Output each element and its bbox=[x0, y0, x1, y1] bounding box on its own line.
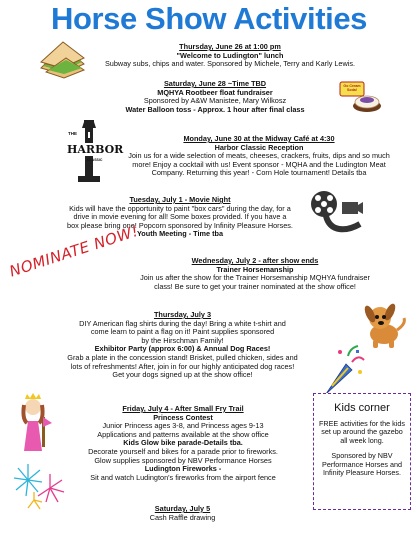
harbor-logo-line1: THE bbox=[68, 131, 77, 136]
section-line: Ludington Fireworks - bbox=[144, 464, 222, 474]
section-date: Wednesday, July 2 - after show ends bbox=[191, 256, 319, 265]
section-line: Glow supplies sponsored by NBV Performance Horses bbox=[94, 455, 272, 465]
section-line: Princess Contest bbox=[153, 412, 213, 422]
section-july-1 bbox=[45, 196, 315, 239]
section-line: Sponsored by A&W Manistee, Mary Wilkosz bbox=[143, 96, 287, 106]
party-horn-icon bbox=[318, 342, 368, 397]
film-reel-icon bbox=[306, 188, 364, 238]
section-date: Saturday, July 5 bbox=[154, 504, 211, 513]
section-line: more! Enjoy a cocktail with us! Event sponsor - MQHA and the Ludington Meat bbox=[132, 159, 386, 169]
section-line: Join us after the show for the Trainer Horsemanship MQHYA fundraiser bbox=[140, 273, 370, 283]
nominate-banner: NOMINATE NOW! bbox=[7, 221, 141, 281]
section-date: Thursday, June 26 at 1:00 pm bbox=[179, 42, 281, 51]
section-line: Decorate yourself and bikes for a parade prior to fireworks. bbox=[88, 446, 278, 456]
section-july-2 bbox=[110, 257, 400, 291]
section-line: Harbor Classic Reception bbox=[214, 142, 304, 152]
section-date: Thursday, July 3 bbox=[153, 310, 212, 319]
section-line: "Welcome to Ludington" lunch bbox=[176, 50, 284, 60]
section-line: box please bring one! Popcorn sponsored by Infinity Pleasure Horses. bbox=[67, 220, 293, 230]
float-badge-text: Go Cream Soda! bbox=[343, 84, 361, 92]
section-line: Sit and watch Ludington's fireworks from the airport fence bbox=[90, 472, 276, 482]
section-date: Monday, June 30 at the Midway Café at 4:30 bbox=[183, 134, 335, 143]
sandwich-icon bbox=[38, 40, 88, 80]
section-line: Trainer Horsemanship bbox=[216, 264, 294, 274]
section-line: Subway subs, chips and water. Sponsored by Michele, Terry and Karly Lewis. bbox=[104, 59, 356, 69]
section-june-26 bbox=[60, 43, 400, 69]
section-line: MQHYA Rootbeer float fundraiser bbox=[157, 87, 273, 97]
section-line: Applications and patterns available at the show office bbox=[97, 429, 269, 439]
section-line: Water Balloon toss - Approx. 1 hour after final class bbox=[125, 104, 305, 114]
section-line: Join us for a wide selection of meats, cheeses, crackers, fruits, dips and so much bbox=[128, 151, 390, 161]
section-line: Cash Raffle drawing bbox=[149, 512, 216, 522]
section-date: Friday, July 4 - After Small Fry Trail bbox=[122, 404, 244, 413]
section-date: Tuesday, July 1 - Movie Night bbox=[129, 195, 231, 204]
kids-corner-paragraph: FREE activities for the kids set up around the gazebo all week long. bbox=[319, 419, 405, 445]
page-title: Horse Show Activities bbox=[50, 1, 368, 36]
section-line: Junior Princess ages 3-8, and Princess ages 9-13 bbox=[102, 421, 264, 431]
section-july-5 bbox=[110, 505, 255, 522]
section-line: by the Hirschman Family! bbox=[141, 335, 224, 345]
section-june-28 bbox=[95, 80, 335, 114]
section-line: Kids Glow bike parade-Details tba. bbox=[123, 438, 243, 448]
section-line: class! Be sure to get your trainer nominated at the show office! bbox=[154, 281, 356, 291]
harbor-logo-line3: CLASSIC bbox=[87, 158, 103, 162]
section-line: Get your dogs signed up at the show office! bbox=[112, 370, 253, 380]
section-line: Youth Meeting - Time tba bbox=[136, 229, 224, 239]
fireworks-icon bbox=[10, 458, 68, 512]
section-line: Kids will have the opportunity to paint "box cars" during the day, for a bbox=[69, 203, 291, 213]
kids-corner-box bbox=[313, 393, 411, 510]
section-july-4 bbox=[58, 405, 308, 482]
section-june-30 bbox=[108, 135, 410, 178]
section-line: Grab a plate in the concession stand! Brisket, pulled chicken, sides and bbox=[67, 352, 298, 362]
section-july-3 bbox=[40, 311, 325, 380]
section-line: drive in movie evening for all! Some boxes provided. If you have a bbox=[73, 212, 287, 222]
section-line: Exhibitor Party (approx 6:00) & Annual Dog Races! bbox=[94, 344, 271, 354]
section-line: lots of refreshments! After, join in for our highly anticipated dog races! bbox=[70, 361, 295, 371]
kids-corner-paragraph: Sponsored by NBV Performance Horses and Infinity Pleasure Horses. bbox=[322, 451, 402, 478]
section-line: come learn to paint a flag on it! Paint supplies sponsored bbox=[90, 327, 275, 337]
section-line: DIY American flag shirts during the day! Bring a white t-shirt and bbox=[79, 318, 286, 328]
harbor-logo-line2: HARBOR bbox=[67, 143, 124, 156]
section-date: Saturday, June 28 ~Time TBD bbox=[163, 79, 267, 88]
section-line: Company. Returning this year! - Corn Hole tournament! Details tba bbox=[151, 168, 367, 178]
kids-corner-title: Kids corner bbox=[334, 402, 390, 414]
princess-icon bbox=[12, 393, 54, 455]
